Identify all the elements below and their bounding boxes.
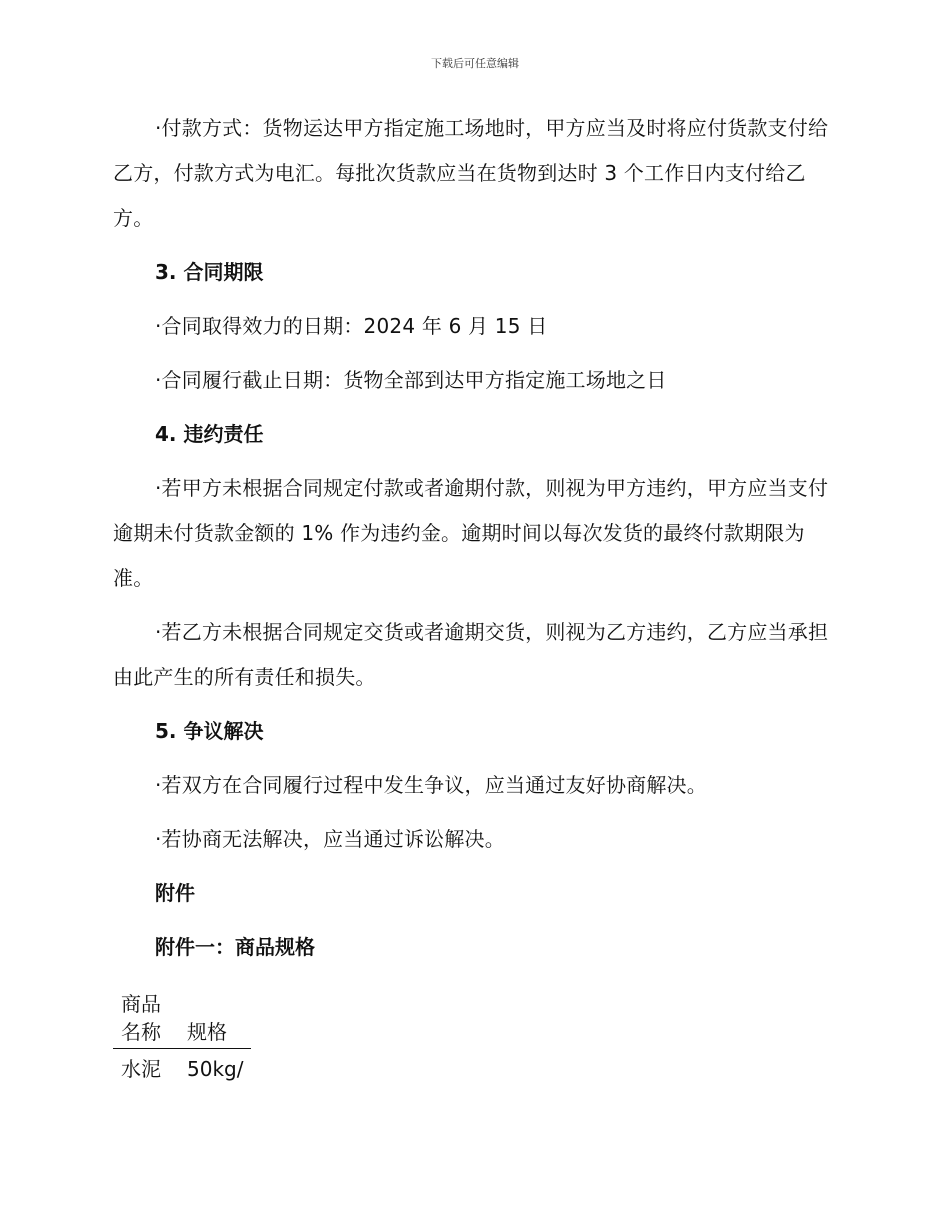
attachment-one-heading: 附件一：商品规格 — [155, 935, 315, 959]
effective-date-paragraph: ·合同取得效力的日期：2024 年 6 月 15 日 — [155, 314, 548, 338]
end-date-paragraph: ·合同履行截止日期：货物全部到达甲方指定施工场地之日 — [155, 368, 667, 392]
page-header: 下载后可任意编辑 — [431, 57, 519, 70]
breach-party-a-paragraph: ·若甲方未根据合同规定付款或者逾期付款，则视为甲方违约，甲方应当支付逾期未付货款金额的 1% 作为违约金。逾期时间以每次发货的最终付款期限为准。 — [113, 476, 829, 590]
column-header-product-name: 商品名称 — [113, 984, 179, 1049]
cell-spec: 50kg/ — [187, 1057, 244, 1081]
attachment-heading: 附件 — [155, 881, 195, 905]
breach-party-b-paragraph: ·若乙方未根据合同规定交货或者逾期交货，则视为乙方违约，乙方应当承担由此产生的所有责任和损失。 — [113, 620, 829, 689]
document-body — [113, 106, 835, 1089]
section-heading-breach: 4. 违约责任 — [155, 422, 264, 446]
table-header-row — [113, 984, 251, 1049]
column-header-spec: 规格 — [179, 984, 251, 1049]
payment-method-paragraph: ·付款方式：货物运达甲方指定施工场地时，甲方应当及时将应付货款支付给乙方，付款方式为电汇。每批次货款应当在货物到达时 3 个工作日内支付给乙方。 — [113, 116, 829, 230]
spec-table — [113, 984, 251, 1089]
cell-product-name: 水泥 — [121, 1057, 161, 1081]
section-heading-term: 3. 合同期限 — [155, 260, 264, 284]
dispute-litigation-paragraph: ·若协商无法解决，应当通过诉讼解决。 — [155, 827, 505, 851]
table-row — [113, 1049, 251, 1090]
dispute-negotiation-paragraph: ·若双方在合同履行过程中发生争议，应当通过友好协商解决。 — [155, 773, 707, 797]
section-heading-dispute: 5. 争议解决 — [155, 719, 264, 743]
